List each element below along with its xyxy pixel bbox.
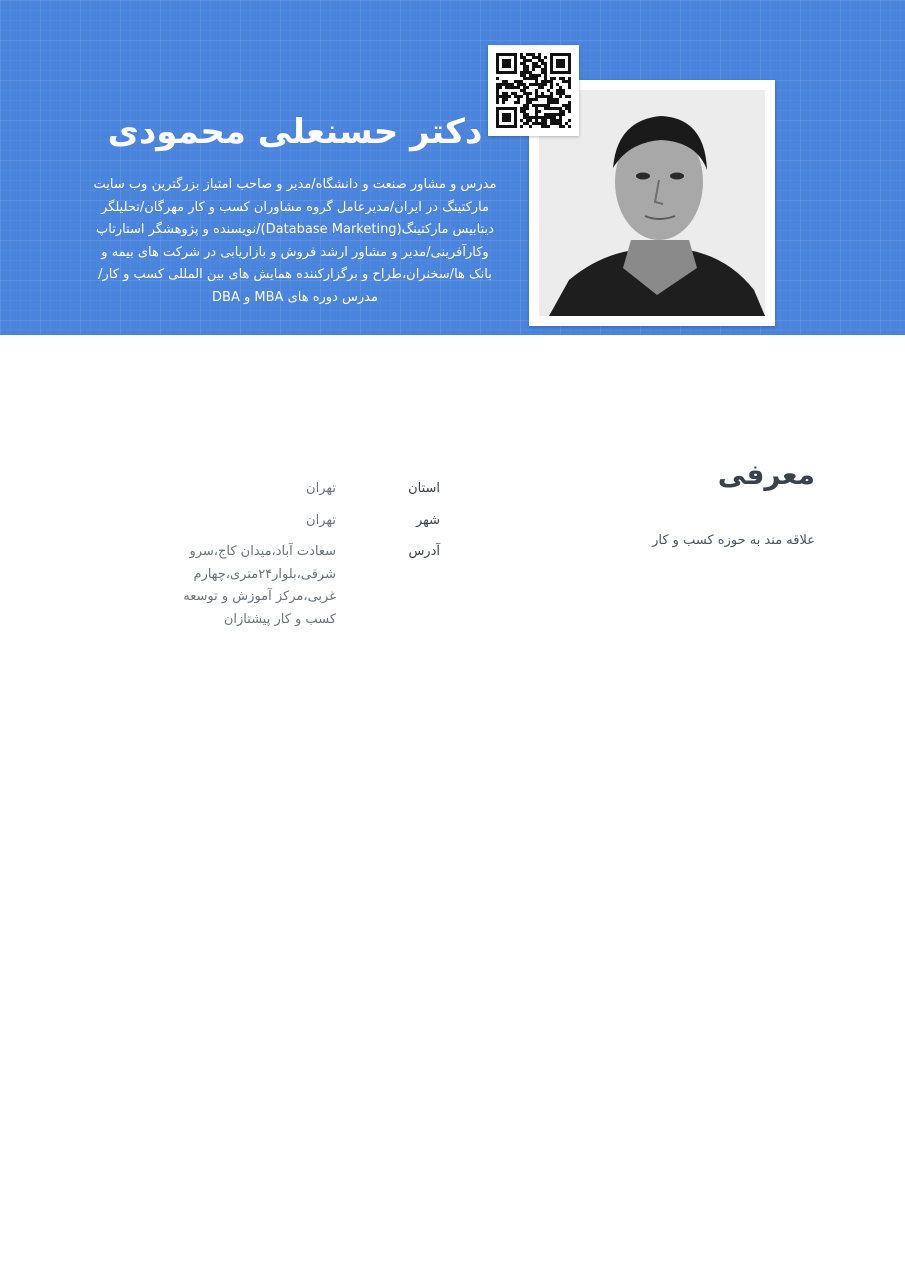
intro-text: علاقه مند به حوزه کسب و کار (652, 533, 815, 548)
contact-info (150, 478, 440, 640)
header-banner (0, 0, 905, 335)
qr-code-icon (496, 53, 571, 128)
info-row-province (150, 478, 440, 501)
info-row-address (150, 541, 440, 631)
info-value: سعادت آباد،میدان کاج،سرو شرقی،بلوار۲۴متری،چهارم غربی،مرکز آموزش و توسعه کسب و کار پیشتازان (183, 544, 336, 627)
info-value: تهران (306, 512, 336, 528)
info-value: تهران (306, 481, 336, 496)
qr-code-frame (488, 45, 579, 136)
info-label: استان (408, 481, 440, 496)
profile-name: دکتر حسنعلی محمودی (107, 112, 483, 152)
intro-title: معرفی (717, 458, 815, 491)
info-row-city (150, 510, 440, 533)
info-label: شهر (415, 512, 440, 528)
profile-bio: مدرس و مشاور صنعت و دانشگاه/مدیر و صاحب امتیاز بزرگترین وب سایت مارکتینگ در ایران/مدیرعامل گروه مشاوران کسب و کار مهرگان/تحلیلگر دیتابیس مارکتینگ(Database Marketing)/نویسنده و پژوهشگر استارتاپ وکارآفرینی/مدیر و مشاور ارشد فروش و بازاریابی در شرکت های بیمه و بانک ها/سخنران،طراح و برگزارکننده همایش های بین المللی کسب و کار/مدرس دوره های MBA و DBA (93, 177, 497, 305)
info-label: آدرس (408, 544, 440, 559)
